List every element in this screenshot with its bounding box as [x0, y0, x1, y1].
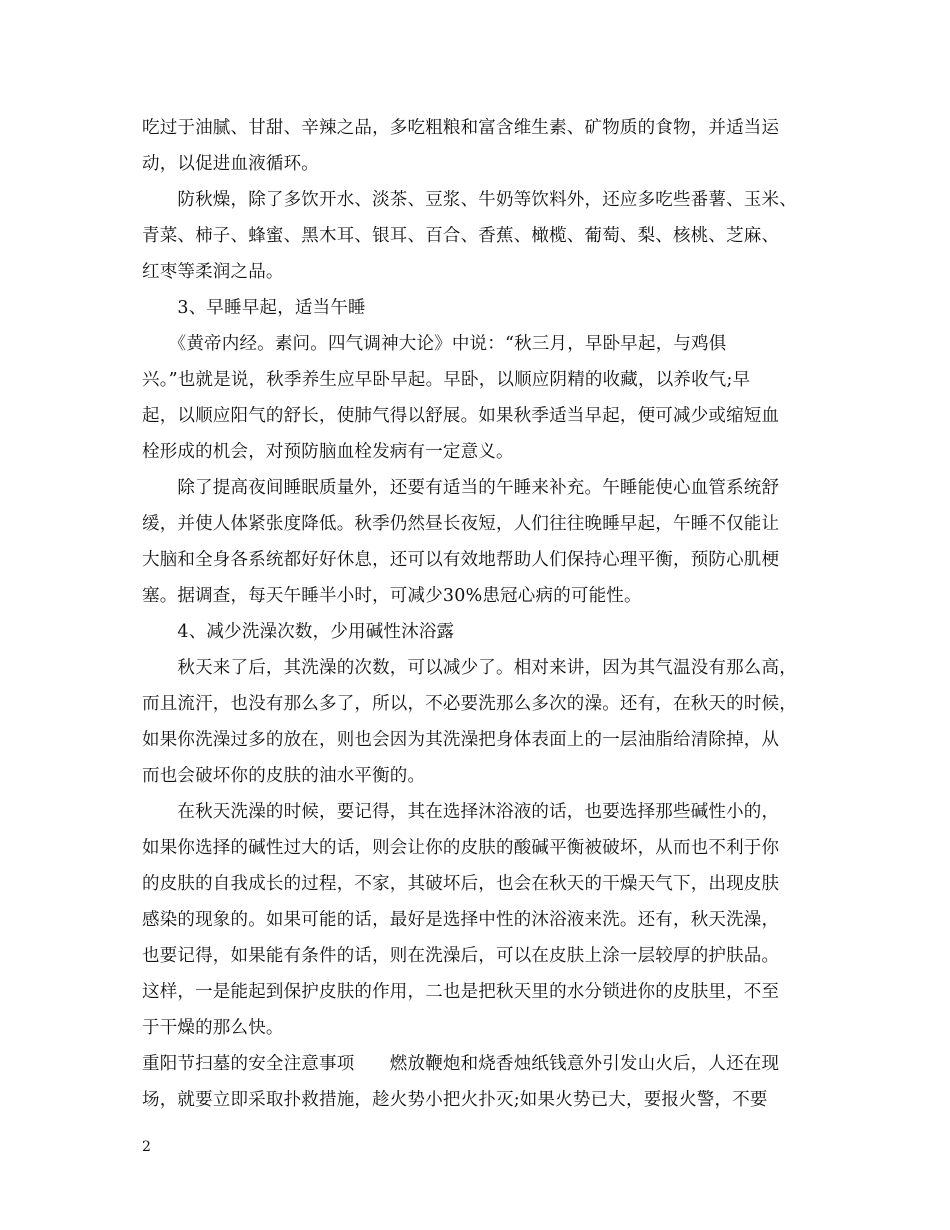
text-line: 红枣等柔润之品。 [142, 262, 284, 282]
text-line: 兴。”也就是说，秋季养生应早卧早起。早卧，以顺应阴精的收藏，以养收气;早 [142, 370, 751, 390]
text-line: 而也会破坏你的皮肤的油水平衡的。 [142, 766, 426, 786]
text-line: 起，以顺应阳气的舒长，使肺气得以舒展。如果秋季适当早起，便可减少或缩短血 [142, 406, 780, 426]
text-line: 青菜、柿子、蜂蜜、黑木耳、银耳、百合、香蕉、橄榄、葡萄、梨、核桃、芝麻、 [142, 226, 780, 246]
text-line: 感染的现象的。如果可能的话，最好是选择中性的沐浴液来洗。还有，秋天洗澡， [142, 910, 780, 930]
text-line: 也要记得，如果能有条件的话，则在洗澡后，可以在皮肤上涂一层较厚的护肤品。 [142, 946, 780, 966]
text-line: 重阳节扫墓的安全注意事项 燃放鞭炮和烧香烛纸钱意外引发山火后，人还在现 [142, 1054, 780, 1074]
text-line: 如果你选择的碱性过大的话，则会让你的皮肤的酸碱平衡被破坏，从而也不利于你 [142, 838, 780, 858]
text-line: 《黄帝内经。素问。四气调神大论》中说：“秋三月，早卧早起，与鸡俱 [142, 334, 727, 354]
page-number: 2 [142, 1139, 151, 1155]
text-line: 栓形成的机会，对预防脑血栓发病有一定意义。 [142, 442, 514, 462]
text-line: 大脑和全身各系统都好好休息，还可以有效地帮助人们保持心理平衡，预防心肌梗 [142, 550, 780, 570]
text-line: 塞。据调查，每天午睡半小时，可减少30%患冠心病的可能性。 [142, 586, 642, 606]
text-line: 缓，并使人体紧张度降低。秋季仍然昼长夜短，人们往往晚睡早起，午睡不仅能让 [142, 514, 780, 534]
text-line: 场，就要立即采取扑救措施，趁火势小把火扑灭;如果火势已大，要报火警，不要 [142, 1090, 768, 1110]
text-line: 的皮肤的自我成长的过程，不家，其破坏后，也会在秋天的干燥天气下，出现皮肤 [142, 874, 780, 894]
text-line: 动，以促进血液循环。 [142, 154, 319, 174]
section-heading: 4、减少洗澡次数，少用碱性沐浴露 [142, 622, 455, 642]
text-line: 这样，一是能起到保护皮肤的作用，二也是把秋天里的水分锁进你的皮肤里，不至 [142, 982, 780, 1002]
text-line: 如果你洗澡过多的放在，则也会因为其洗澡把身体表面上的一层油脂给清除掉，从 [142, 730, 780, 750]
text-line: 防秋燥，除了多饮开水、淡茶、豆浆、牛奶等饮料外，还应多吃些番薯、玉米、 [142, 190, 797, 210]
text-line: 吃过于油腻、甘甜、辛辣之品，多吃粗粮和富含维生素、矿物质的食物，并适当运 [142, 118, 780, 138]
section-heading: 3、早睡早起，适当午睡 [142, 298, 366, 318]
text-line: 秋天来了后，其洗澡的次数，可以减少了。相对来讲，因为其气温没有那么高， [142, 658, 797, 678]
text-line: 而且流汗，也没有那么多了，所以，不必要洗那么多次的澡。还有，在秋天的时候， [142, 694, 797, 714]
text-line: 除了提高夜间睡眠质量外，还要有适当的午睡来补充。午睡能使心血管系统舒 [142, 478, 780, 498]
text-line: 于干燥的那么快。 [142, 1018, 284, 1038]
text-line: 在秋天洗澡的时候，要记得，其在选择沐浴液的话，也要选择那些碱性小的， [142, 802, 780, 822]
